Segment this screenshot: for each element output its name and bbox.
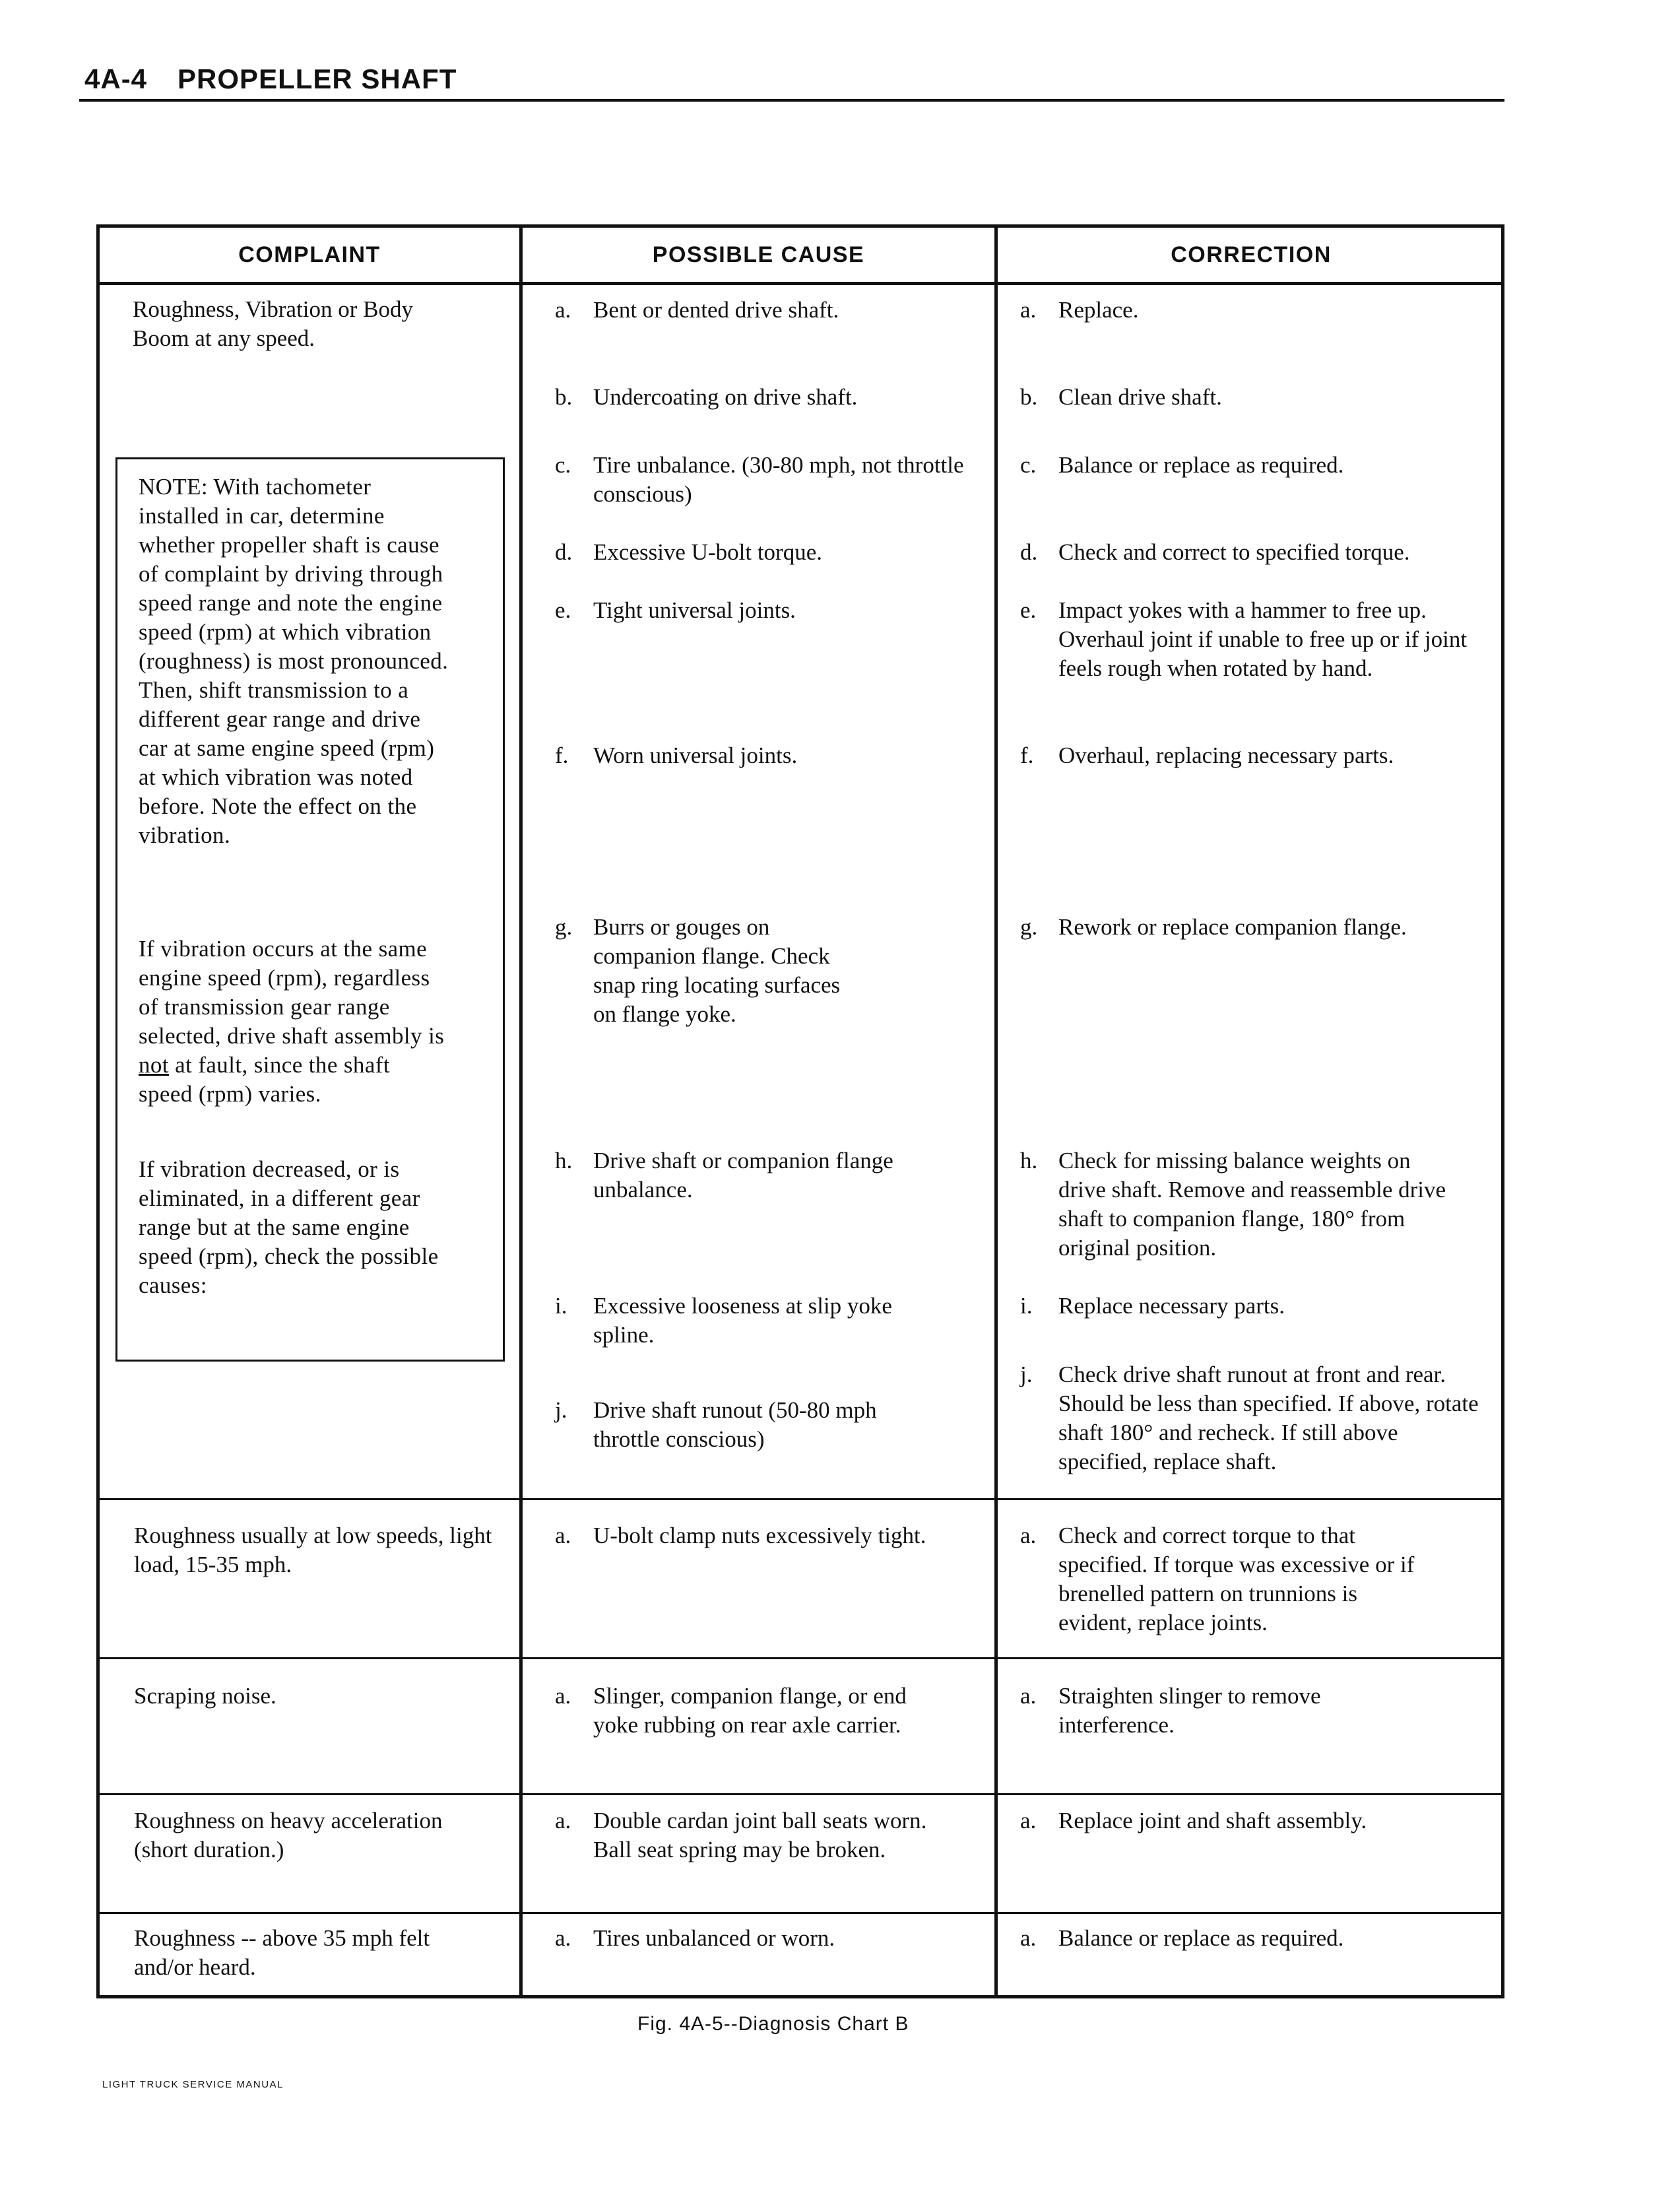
cause-item: a. Double cardan joint ball seats worn. Ball seat spring may be broken. bbox=[555, 1808, 927, 1862]
complaint-1: Roughness, Vibration or Body Boom at any speed. bbox=[133, 296, 414, 351]
diagnosis-chart bbox=[96, 224, 1504, 1998]
row-divider bbox=[100, 1793, 1501, 1795]
correction-item: a. Replace joint and shaft assembly. bbox=[1020, 1808, 1367, 1833]
cause-item: g. Burrs or gouges on companion flange. Check snap ring locating surfaces on flange yoke. bbox=[555, 914, 841, 1027]
cause-item: a. Bent or dented drive shaft. bbox=[555, 297, 839, 323]
note-paragraph-3: If vibration decreased, or is eliminated, in a different gear range but at the same engine speed (rpm), check the possible causes: bbox=[139, 1156, 439, 1298]
cause-item: h. Drive shaft or companion flange unbalance. bbox=[555, 1148, 893, 1202]
header-rule bbox=[79, 99, 1504, 102]
correction-item: a. Balance or replace as required. bbox=[1020, 1925, 1344, 1951]
cause-item: a. Slinger, companion flange, or end yoke rubbing on rear axle carrier. bbox=[555, 1683, 907, 1738]
column-header-complaint: COMPLAINT bbox=[238, 242, 381, 267]
header-rule bbox=[100, 282, 1501, 285]
column-divider bbox=[994, 228, 998, 1995]
correction-item: d. Check and correct to specified torque. bbox=[1020, 539, 1410, 565]
correction-item: a. Check and correct torque to that specified. If torque was excessive or if brenelled pattern on trunnions is evident, replace joints. bbox=[1020, 1523, 1415, 1635]
correction-item: c. Balance or replace as required. bbox=[1020, 452, 1344, 478]
correction-item: f. Overhaul, replacing necessary parts. bbox=[1020, 742, 1394, 768]
row-divider bbox=[100, 1657, 1501, 1659]
row-divider bbox=[100, 1498, 1501, 1500]
correction-item: e. Impact yokes with a hammer to free up. Overhaul joint if unable to free up or if joint feels rough when rotated by hand. bbox=[1020, 597, 1468, 681]
section-number: 4A-4 bbox=[84, 63, 148, 94]
complaint-5: Roughness -- above 35 mph felt and/or heard. bbox=[134, 1925, 430, 1980]
correction-item: i. Replace necessary parts. bbox=[1020, 1293, 1285, 1319]
section-title: PROPELLER SHAFT bbox=[178, 63, 457, 94]
correction-item: b. Clean drive shaft. bbox=[1020, 384, 1222, 410]
correction-item: g. Rework or replace companion flange. bbox=[1020, 914, 1407, 940]
cause-item: b. Undercoating on drive shaft. bbox=[555, 384, 858, 410]
note-box bbox=[115, 457, 505, 1362]
figure-caption: Fig. 4A-5--Diagnosis Chart B bbox=[637, 2013, 909, 2035]
note-paragraph-2: If vibration occurs at the same engine speed (rpm), regardless of transmission gear range selected, drive shaft assembly is not at fault, since the shaft speed (rpm) varies. bbox=[139, 936, 445, 1107]
cause-item: a. Tires unbalanced or worn. bbox=[555, 1925, 835, 1951]
complaint-3: Scraping noise. bbox=[134, 1683, 276, 1709]
row-divider bbox=[100, 1912, 1501, 1914]
page-footer: LIGHT TRUCK SERVICE MANUAL bbox=[102, 2079, 284, 2090]
emphasis-not: not bbox=[139, 1052, 169, 1078]
cause-item: i. Excessive looseness at slip yoke spline. bbox=[555, 1293, 892, 1348]
correction-item: a. Replace. bbox=[1020, 297, 1139, 323]
cause-item: c. Tire unbalance. (30-80 mph, not throttle conscious) bbox=[555, 452, 964, 507]
cause-item: e. Tight universal joints. bbox=[555, 597, 796, 623]
complaint-4: Roughness on heavy acceleration (short duration.) bbox=[134, 1808, 443, 1862]
note-paragraph-1: NOTE: With tachometer installed in car, determine whether propeller shaft is cause of complaint by driving through speed range and note the engine speed (rpm) at which vibration (roughness) is most pronounced. Then, shift transmission to a different gear range and drive car at same engine speed (rpm) at which vibration was noted before. Note the effect on the vibration. bbox=[139, 474, 449, 848]
correction-item: h. Check for missing balance weights on drive shaft. Remove and reassemble drive shaft to companion flange, 180° from original position. bbox=[1020, 1148, 1446, 1261]
cause-item: f. Worn universal joints. bbox=[555, 742, 798, 768]
correction-item: a. Straighten slinger to remove interference. bbox=[1020, 1683, 1321, 1738]
column-divider bbox=[519, 228, 523, 1995]
page-header bbox=[84, 63, 457, 95]
cause-item: a. U-bolt clamp nuts excessively tight. bbox=[555, 1523, 926, 1548]
column-header-correction: CORRECTION bbox=[1171, 242, 1332, 267]
cause-item: j. Drive shaft runout (50-80 mph throttle conscious) bbox=[555, 1397, 877, 1452]
column-header-cause: POSSIBLE CAUSE bbox=[652, 242, 865, 267]
correction-item: j. Check drive shaft runout at front and rear. Should be less than specified. If above, rotate shaft 180° and recheck. If still above specified, replace shaft. bbox=[1020, 1362, 1479, 1474]
cause-item: d. Excessive U-bolt torque. bbox=[555, 539, 822, 565]
complaint-2: Roughness usually at low speeds, light load, 15-35 mph. bbox=[134, 1523, 492, 1577]
